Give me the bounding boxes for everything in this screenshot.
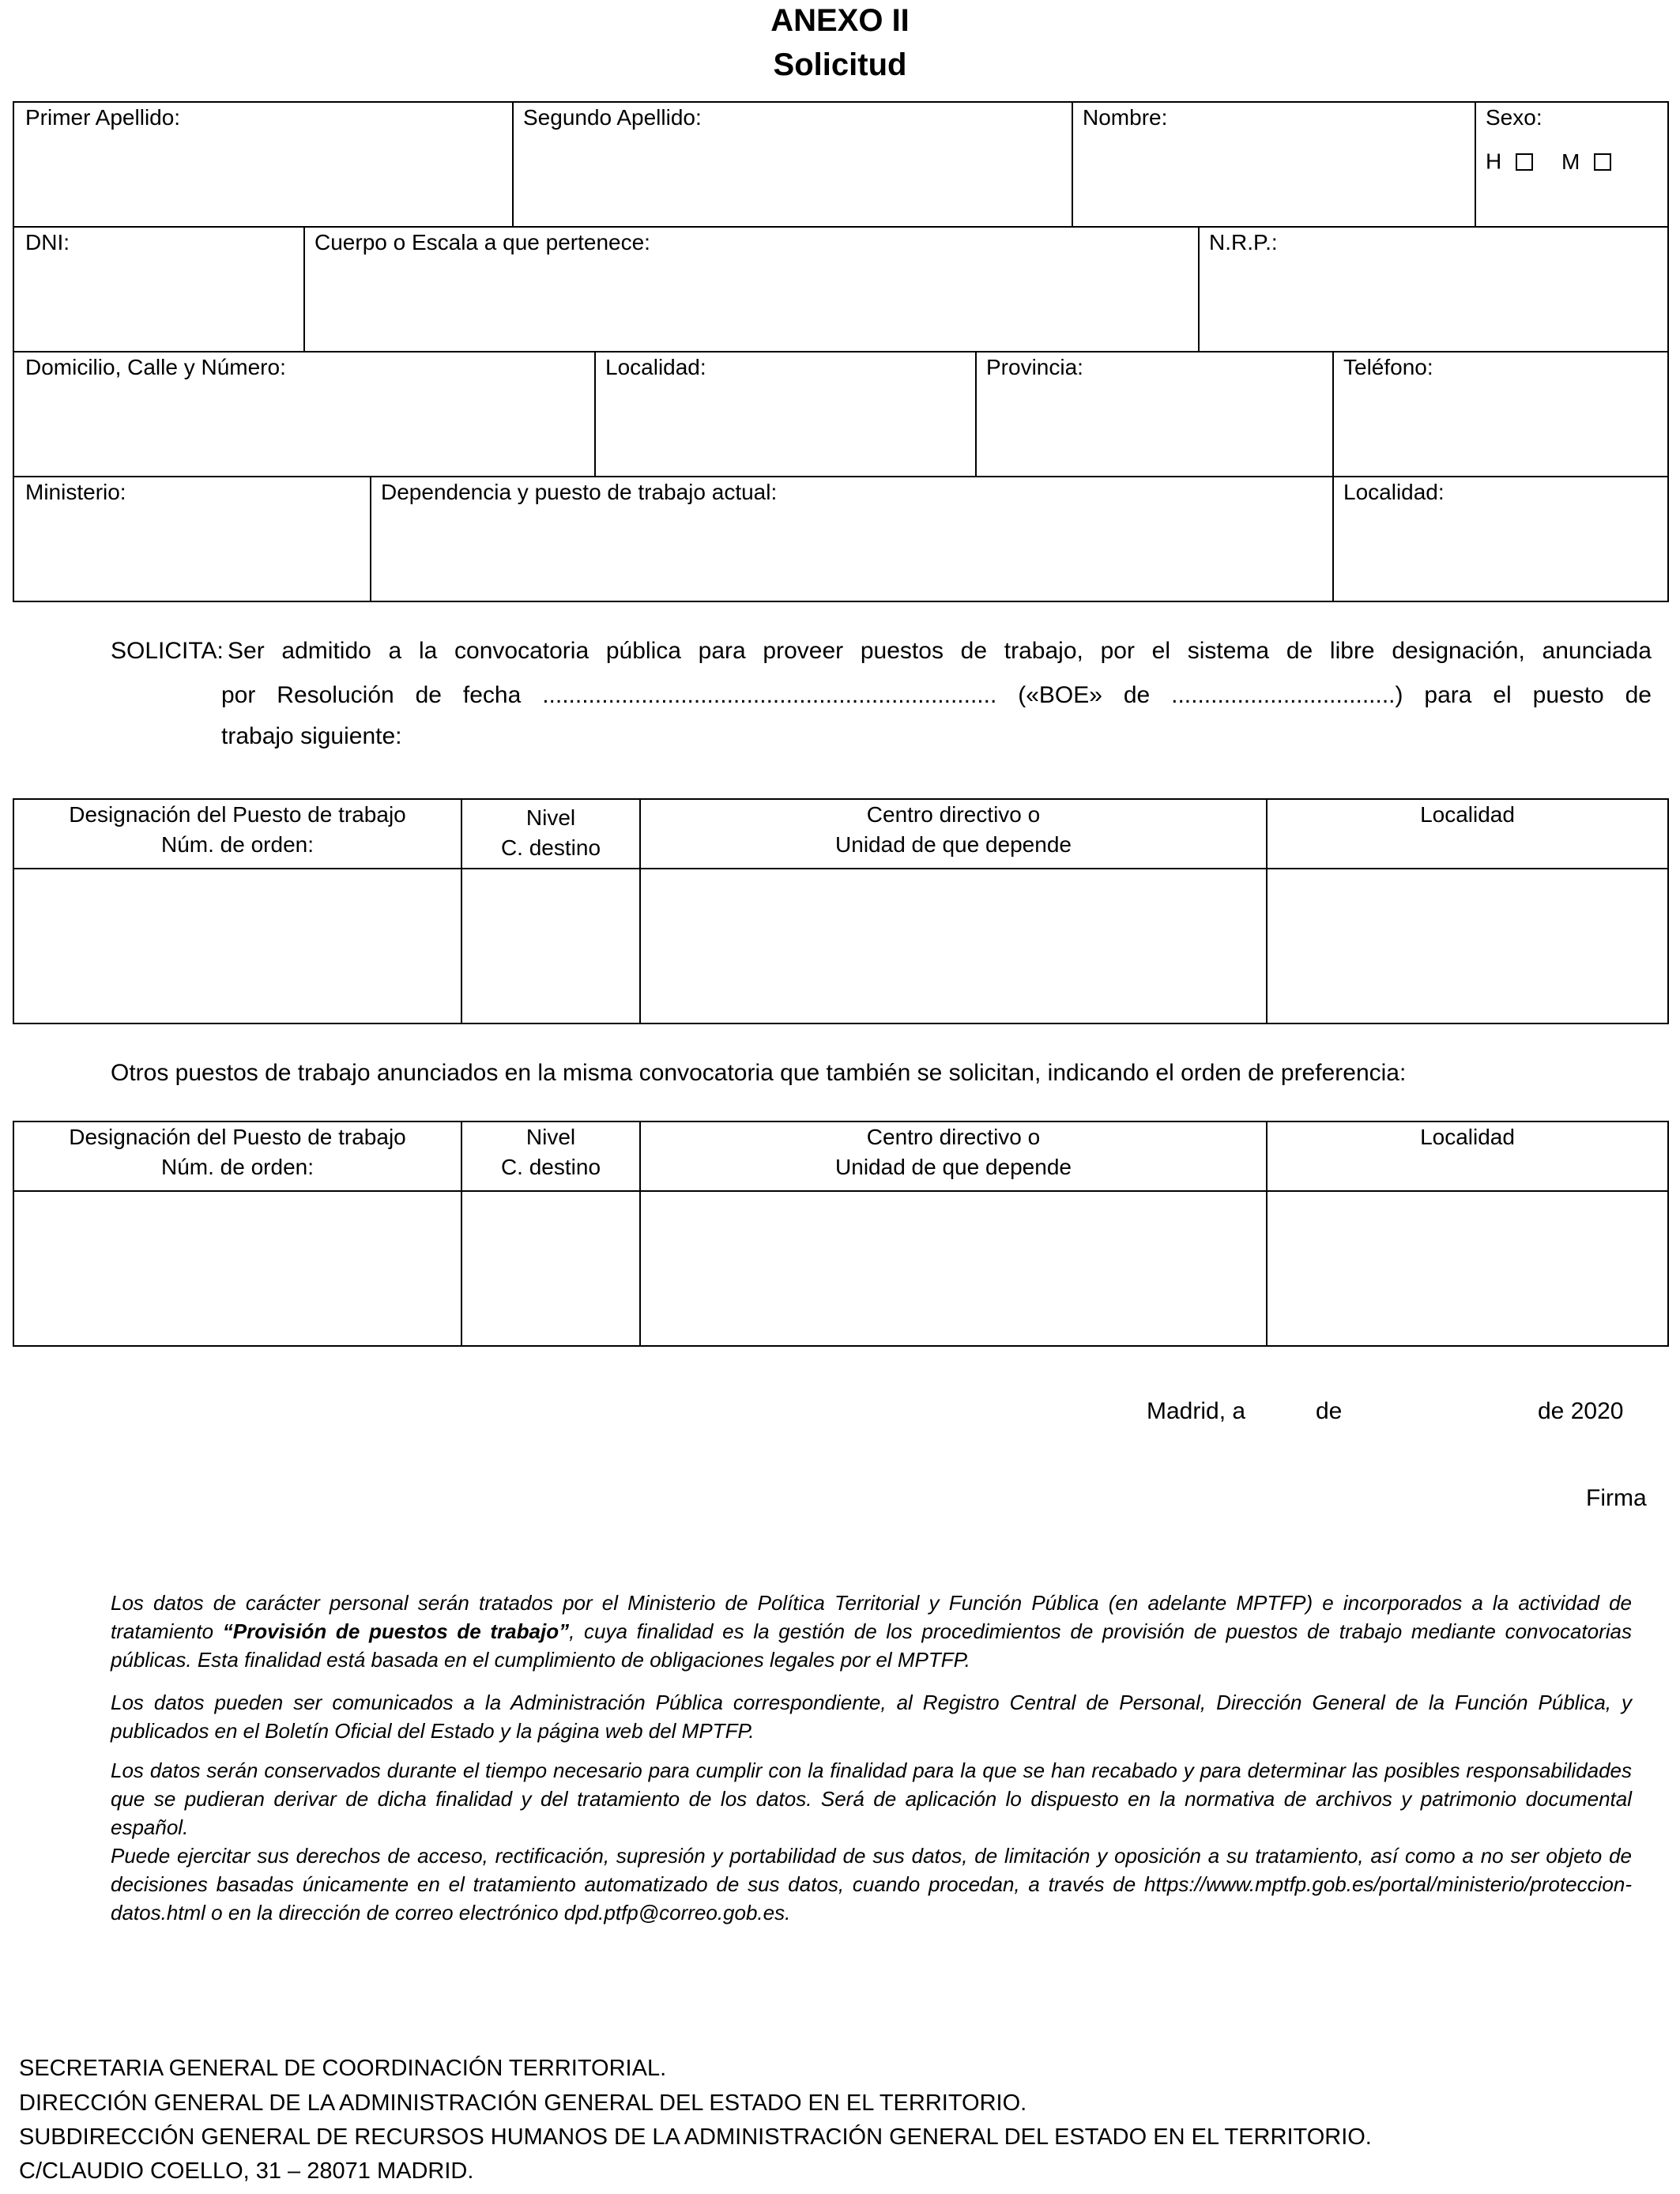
header-designacion-line2: Núm. de orden:	[161, 832, 314, 857]
sexo-label: Sexo:	[1486, 105, 1543, 130]
sexo-m-checkbox[interactable]	[1594, 153, 1611, 171]
footer-line-3: SUBDIRECCIÓN GENERAL DE RECURSOS HUMANOS DE LA ADMINISTRACIÓN GENERAL DEL ESTADO EN EL TERRITORIO.	[19, 2124, 1372, 2150]
footer-line-4: C/CLAUDIO COELLO, 31 – 28071 MADRID.	[19, 2158, 474, 2184]
table-header-divider	[13, 1190, 1669, 1192]
col-divider	[1072, 101, 1073, 226]
sexo-h-label: H	[1486, 149, 1502, 174]
col-divider	[512, 101, 514, 226]
col-divider	[1266, 798, 1268, 1024]
legal-p1-bold: “Provisión de puestos de trabajo”	[222, 1619, 570, 1643]
firma-label: Firma	[1586, 1485, 1647, 1511]
header-centro-line2: Unidad de que depende	[835, 832, 1072, 857]
provincia-field[interactable]: Provincia:	[986, 355, 1083, 379]
solicita-line3: trabajo siguiente:	[221, 723, 402, 749]
header-centro-line2: Unidad de que depende	[835, 1155, 1072, 1179]
nombre-field[interactable]: Nombre:	[1083, 105, 1168, 130]
legal-paragraph-3: Los datos serán conservados durante el tiempo necesario para cumplir con la finalidad para la que se han recabado y para determinar las posibles responsabilidades que se pudieran derivar de dicha finalidad y del tratamiento de los datos. Será de aplicación lo dispuesto en la normativa de archivos y patrimonio documental español.	[111, 1759, 1632, 1839]
table-header-divider	[13, 868, 1669, 869]
header-designacion-line1: Designación del Puesto de trabajo	[69, 802, 406, 827]
sexo-m-label: M	[1561, 149, 1580, 174]
footer-line-2: DIRECCIÓN GENERAL DE LA ADMINISTRACIÓN GENERAL DEL ESTADO EN EL TERRITORIO.	[19, 2090, 1027, 2116]
solicita-line1: Ser admitido a la convocatoria pública para proveer puestos de trabajo, por el sistema de libre designación, anunciada	[228, 638, 1652, 664]
localidad-actual-field[interactable]: Localidad:	[1343, 480, 1445, 504]
document-title: ANEXO II	[770, 3, 910, 38]
header-nivel-line2: C. destino	[500, 835, 601, 860]
header-localidad: Localidad	[1420, 1125, 1515, 1149]
col-divider	[370, 476, 371, 602]
header-nivel	[462, 1122, 639, 1182]
ministerio-field[interactable]: Ministerio:	[25, 480, 126, 504]
header-nivel	[462, 803, 639, 863]
solicita-label: SOLICITA:	[111, 638, 224, 664]
signature-place: Madrid, a	[1147, 1398, 1246, 1424]
dependencia-field[interactable]: Dependencia y puesto de trabajo actual:	[381, 480, 778, 504]
header-localidad: Localidad	[1420, 802, 1515, 827]
col-divider	[1475, 101, 1476, 226]
col-divider	[1198, 226, 1200, 351]
domicilio-field[interactable]: Domicilio, Calle y Número:	[25, 355, 286, 379]
legal-p1-a: Los datos de carácter personal serán tratados por el Ministerio de Política Territorial y Función Pública (en adelante MPTFP) e incorporados a la actividad de tratamiento	[111, 1591, 1632, 1643]
localidad-field[interactable]: Localidad:	[605, 355, 706, 379]
row-divider	[13, 351, 1669, 352]
nrp-field[interactable]: N.R.P.:	[1209, 230, 1278, 254]
col-divider	[975, 351, 977, 476]
header-designacion	[14, 1122, 461, 1182]
legal-paragraph-1	[111, 1589, 1632, 1674]
col-divider	[303, 226, 305, 351]
header-nivel-line1: Nivel	[525, 805, 576, 830]
header-centro-line1: Centro directivo o	[866, 802, 1041, 827]
segundo-apellido-field[interactable]: Segundo Apellido:	[523, 105, 702, 130]
header-centro	[641, 1122, 1266, 1182]
otros-puestos-text: Otros puestos de trabajo anunciados en la misma convocatoria que también se solicitan, indicando el orden de preferencia:	[111, 1060, 1407, 1086]
legal-paragraph-4: Puede ejercitar sus derechos de acceso, rectificación, supresión y portabilidad de sus datos, de limitación y oposición a su tratamiento, así como a no ser objeto de decisiones basadas únicamente en el tratamiento automatizado de sus datos, cuando procedan, a través de https://www.mptfp.gob.es/portal/ministerio/proteccion-datos.html o en la dirección de correo electrónico dpd.ptfp@correo.gob.es.	[111, 1844, 1632, 1924]
row-divider	[13, 476, 1669, 477]
header-nivel-line2: C. destino	[500, 1155, 601, 1179]
header-centro	[641, 800, 1266, 860]
header-designacion-line2: Núm. de orden:	[161, 1155, 314, 1179]
dni-field[interactable]: DNI:	[25, 230, 70, 254]
row-divider	[13, 226, 1669, 228]
header-nivel-line1: Nivel	[525, 1125, 576, 1149]
sexo-options	[1486, 147, 1611, 175]
col-divider	[594, 351, 596, 476]
cuerpo-escala-field[interactable]: Cuerpo o Escala a que pertenece:	[315, 230, 650, 254]
legal-p1-b: , cuya finalidad es la gestión de los procedimientos de provisión de puestos de trabajo mediante convocatorias públicas. Esta finalidad está basada en el cumplimiento de obligaciones legales por el MPTFP.	[111, 1619, 1633, 1672]
header-designacion	[14, 800, 461, 860]
telefono-field[interactable]: Teléfono:	[1343, 355, 1433, 379]
footer-line-1: SECRETARIA GENERAL DE COORDINACIÓN TERRITORIAL.	[19, 2056, 667, 2081]
document-subtitle: Solicitud	[773, 47, 907, 82]
signature-year: de 2020	[1538, 1398, 1624, 1424]
col-divider	[1332, 476, 1334, 602]
solicita-line2: por Resolución de fecha ..................................................................... («BOE» de ..................................) para el puesto de	[221, 682, 1652, 708]
signature-de: de	[1316, 1398, 1343, 1424]
primer-apellido-field[interactable]: Primer Apellido:	[25, 105, 181, 130]
sexo-h-checkbox[interactable]	[1516, 153, 1533, 171]
header-designacion-line1: Designación del Puesto de trabajo	[69, 1125, 406, 1149]
col-divider	[1332, 351, 1334, 476]
header-centro-line1: Centro directivo o	[866, 1125, 1041, 1149]
col-divider	[1266, 1121, 1268, 1347]
legal-paragraph-2: Los datos pueden ser comunicados a la Administración Pública correspondiente, al Registro Central de Personal, Dirección General de la Función Pública, y publicados en el Boletín Oficial del Estado y la página web del MPTFP.	[111, 1691, 1632, 1743]
